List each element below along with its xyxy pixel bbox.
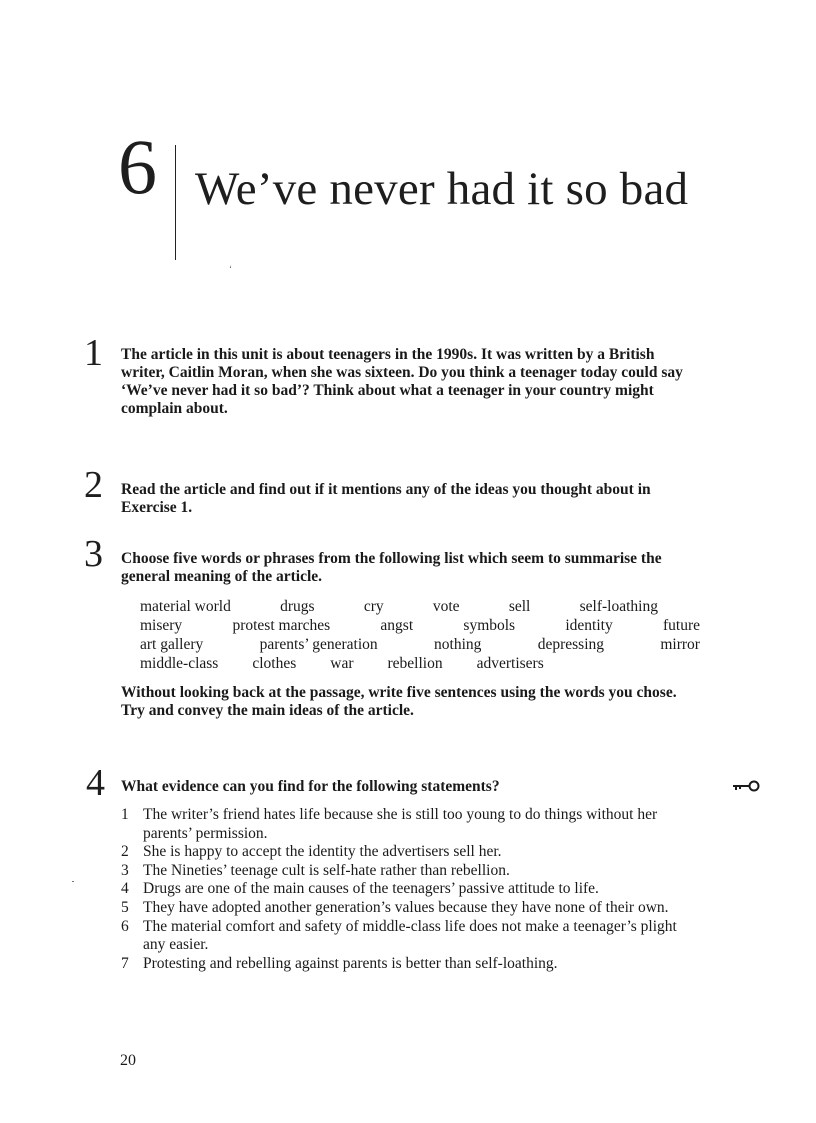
- list-item: [121, 899, 701, 918]
- exercise-3-number: 3: [84, 533, 103, 575]
- statement-number: 3: [121, 861, 129, 879]
- statement-text: They have adopted another generation’s values because they have none of their own.: [143, 898, 669, 916]
- word-row: [140, 654, 700, 673]
- word-item: nothing: [434, 636, 482, 653]
- word-item: vote: [432, 598, 460, 615]
- statement-text: The material comfort and safety of middle-class life does not make a teenager’s plight any easier.: [143, 917, 677, 954]
- unit-divider-rule: [175, 145, 176, 260]
- list-item: [121, 918, 701, 955]
- answer-key-icon: [731, 778, 761, 799]
- unit-title: We’ve never had it so bad: [195, 163, 689, 215]
- word-item: rebellion: [387, 655, 443, 672]
- statements-list: [121, 806, 701, 973]
- statement-number: 5: [121, 898, 129, 916]
- exercise-2-number: 2: [84, 464, 103, 506]
- scan-speck: ‘: [229, 264, 232, 274]
- word-item: cry: [363, 598, 384, 615]
- exercise-2-text: Read the article and find out if it mentions any of the ideas you thought about in Exercise 1.: [121, 481, 651, 516]
- statement-number: 4: [121, 880, 129, 898]
- list-item: [121, 955, 701, 974]
- exercise-4-number: 4: [86, 762, 105, 804]
- word-item: clothes: [252, 655, 297, 672]
- word-item: sell: [508, 598, 531, 615]
- statement-number: 6: [121, 917, 129, 935]
- word-item: identity: [565, 617, 613, 634]
- statement-text: Protesting and rebelling against parents is better than self-loathing.: [143, 954, 558, 972]
- exercise-3-followup: Without looking back at the passage, write five sentences using the words you chose. Try and convey the main ideas of the article.: [121, 684, 677, 719]
- statement-number: 2: [121, 843, 129, 861]
- statement-number: 1: [121, 806, 129, 823]
- word-item: war: [330, 655, 354, 672]
- exercise-1-number: 1: [84, 332, 103, 374]
- word-item: self-loathing: [579, 598, 658, 615]
- list-item: [121, 880, 701, 899]
- exercise-1-text: The article in this unit is about teenagers in the 1990s. It was written by a British writer, Caitlin Moran, when she was sixteen. Do you think a teenager today could say ‘We’ve never had it so bad’? Think about what a teenager in your country might complain about.: [121, 346, 683, 417]
- unit-number: 6: [118, 123, 157, 210]
- word-item: art gallery: [140, 636, 204, 653]
- statement-number: 7: [121, 954, 129, 972]
- word-item: material world: [140, 598, 231, 615]
- word-item: drugs: [280, 598, 315, 615]
- word-item: symbols: [463, 617, 516, 634]
- word-item: angst: [380, 617, 414, 634]
- word-item: misery: [140, 617, 183, 634]
- page-number: 20: [120, 1052, 136, 1069]
- word-row: [140, 616, 700, 635]
- word-item: advertisers: [476, 655, 544, 672]
- exercise-4-text: What evidence can you find for the following statements?: [121, 778, 500, 795]
- list-item: [121, 806, 701, 843]
- statement-text: She is happy to accept the identity the advertisers sell her.: [143, 843, 502, 861]
- list-item: [121, 862, 701, 881]
- statement-text: The writer’s friend hates life because she is still too young to do things without her parents’ permission.: [143, 806, 658, 842]
- word-item: depressing: [537, 636, 605, 653]
- list-item: [121, 843, 701, 862]
- word-item: mirror: [660, 636, 700, 653]
- word-list: [140, 597, 700, 673]
- exercise-3-text: Choose five words or phrases from the following list which seem to summarise the general meaning of the article.: [121, 550, 662, 585]
- statement-text: Drugs are one of the main causes of the teenagers’ passive attitude to life.: [143, 880, 599, 898]
- word-item: middle-class: [140, 655, 219, 672]
- word-row: [140, 597, 700, 616]
- word-item: parents’ generation: [259, 636, 378, 653]
- statement-text: The Nineties’ teenage cult is self-hate rather than rebellion.: [143, 861, 510, 879]
- word-item: future: [662, 617, 700, 634]
- scan-speck: [72, 881, 74, 882]
- word-item: protest marches: [232, 617, 331, 634]
- word-row: [140, 635, 700, 654]
